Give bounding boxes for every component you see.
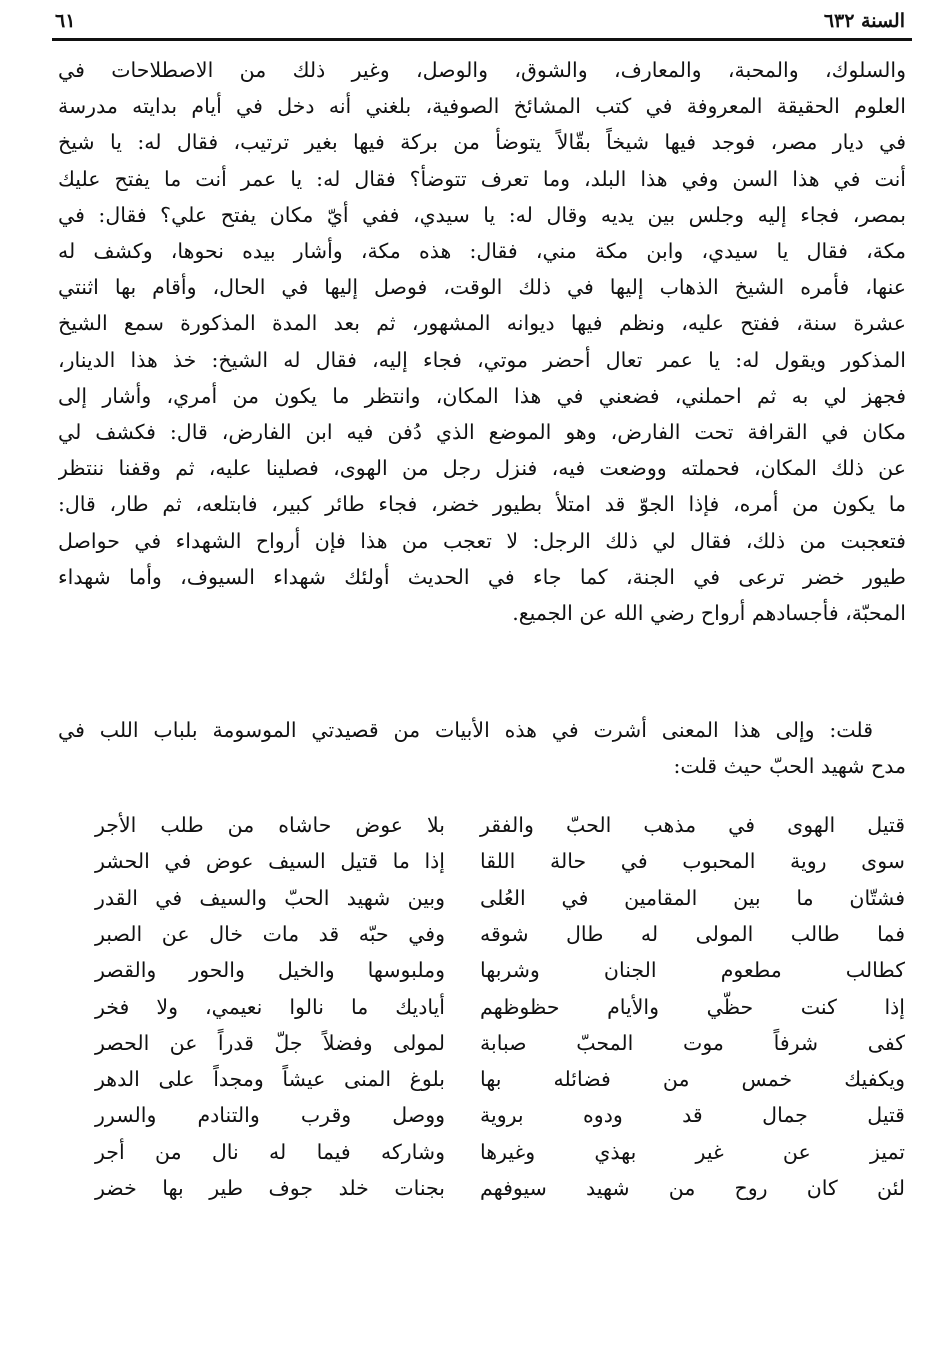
- verse-second-hemistich: بلا عوض حاشاه من طلب الأجر: [95, 813, 445, 837]
- verse-first-hemistich: إذا كنت حظّي والأيام حظوظهم: [480, 994, 905, 1019]
- verse-second-hemistich: أياديك ما نالوا نعيمي، ولا فخر: [95, 994, 445, 1019]
- text-line: فجهز لي به ثم احملني، فضعني في هذا المكان، وانتظر ما يكون من أمري، وأشار إلى: [58, 383, 906, 408]
- text-line: العلوم الحقيقة المعروفة في كتب المشائخ الصوفية، بلغني أنه دخل في أيام بدايته مدرسة: [58, 94, 906, 119]
- text-line: عن ذلك المكان، فحملته ووضعت فيه، فنزل رجل من الهوى، فصلينا عليه، ثم وقفنا ننتظر: [58, 456, 906, 481]
- verse-second-hemistich: وفي حبّه قد مات خال عن الصبر: [95, 921, 445, 946]
- text-line: بمصر، فجاء إليه وجلس بين يديه وقال له: يا سيدي، ففي أيّ مكان يفتح علي؟ فقال: في: [58, 202, 906, 227]
- verse-first-hemistich: كفى شرفاً موت المحبّ صبابة: [480, 1030, 905, 1055]
- text-line: عنها، فأمره الشيخ الذهاب إليها في ذلك الوقت، فوصل إليها في الحال، وأقام بها اثنتي: [58, 275, 906, 300]
- text-line: قلت: وإلى هذا المعنى أشرت في هذه الأبيات من قصيدتي الموسومة بلباب اللب في: [58, 718, 873, 742]
- verse-second-hemistich: وشاركه فيما له نال من أجر: [95, 1139, 445, 1164]
- verse-first-hemistich: سوى روية المحبوب في حالة اللقا: [480, 849, 905, 874]
- verse-first-hemistich: ويكفيك خمس من فضائله بها: [480, 1067, 905, 1092]
- text-line: المذكور ويقول له: يا عمر تعال أحضر موتي، فجاء إليه، فقال له الشيخ: خذ هذا الدينار،: [58, 347, 906, 372]
- text-line: مكان في القرافة تحت الفارض، وهو الموضع الذي دُفن فيه ابن الفارض، قال: فكشف لي: [58, 420, 906, 444]
- text-line: المحبّة، فأجسادهم أرواح رضي الله عن الجميع.: [512, 601, 906, 625]
- verse-second-hemistich: بلوغ المنى عيشاً ومجداً على الدهر: [95, 1067, 445, 1092]
- text-line: فتعجبت من ذلك، فقال لي ذلك الرجل: لا تعجب من هذا فإن أرواح الشهداء في حواصل: [58, 528, 906, 553]
- header-rule: [52, 38, 912, 41]
- verse-second-hemistich: وملبوسها والخيل والحور والقصر: [95, 958, 445, 983]
- verse-second-hemistich: لمولى وفضلاً جلّ قدراً عن الحصر: [95, 1030, 445, 1055]
- verse-first-hemistich: قتيل جمال قد ودوه بروية: [480, 1103, 905, 1128]
- verse-first-hemistich: كطالب مطعوم الجنان وشربها: [480, 958, 905, 983]
- text-line: طيور خضر ترعى في الجنة، كما جاء في الحديث أولئك شهداء السيوف، وأما شهداء: [58, 564, 906, 589]
- verse-first-hemistich: تميز عن غير بهذي وغيرها: [480, 1139, 905, 1164]
- text-line: في ديار مصر، فوجد فيها شيخاً بقّالاً يتوضأ من بركة فيها بغير ترتيب، فقال له: يا شيخ: [58, 130, 906, 155]
- verse-first-hemistich: لئن كان روح من شهيد سيوفهم: [480, 1176, 905, 1200]
- text-line: مكة، فقال يا سيدي، وابن مكة مني، فقال: هذه مكة، وأشار بيده نحوها، وكشف له: [58, 239, 906, 263]
- text-line: مدح شهيد الحبّ حيث قلت:: [673, 754, 906, 778]
- verse-second-hemistich: إذا ما قتيل السيف عوض في الحشر: [95, 849, 445, 874]
- text-line: والسلوك، والمحبة، والمعارف، والشوق، والوصل، وغير ذلك من الاصطلاحات في: [58, 58, 906, 82]
- verse-second-hemistich: ووصل وقرب والتنادم والسرر: [95, 1103, 445, 1128]
- text-line: أنت في هذا السن وفي هذا البلد، وما تعرف تتوضأ؟ فقال له: يا عمر أنت ما يفتح عليك: [58, 166, 906, 191]
- text-line: ما يكون من أمره، فإذا الجوّ قد امتلأ بطيور خضر، فجاء طائر كبير، فابتلعه، ثم طار، قال:: [58, 492, 906, 517]
- verse-first-hemistich: فما طالب المولى له طال شوقه: [480, 921, 905, 946]
- running-head-year: السنة ٦٣٢: [823, 10, 905, 32]
- verse-first-hemistich: فشتّان ما بين المقامين في العُلى: [480, 885, 905, 910]
- verse-second-hemistich: وبين شهيد الحبّ والسيف في القدر: [95, 885, 445, 910]
- verse-second-hemistich: بجنات خلد جوف طير بها خضر: [95, 1176, 445, 1200]
- text-line: عشرة سنة، ففتح عليه، ونظم فيها ديوانه المشهور، ثم بعد المدة المذكورة سمع الشيخ: [58, 311, 906, 336]
- verse-first-hemistich: قتيل الهوى في مذهب الحبّ والفقر: [480, 813, 905, 837]
- page-number: ٦١: [55, 10, 76, 32]
